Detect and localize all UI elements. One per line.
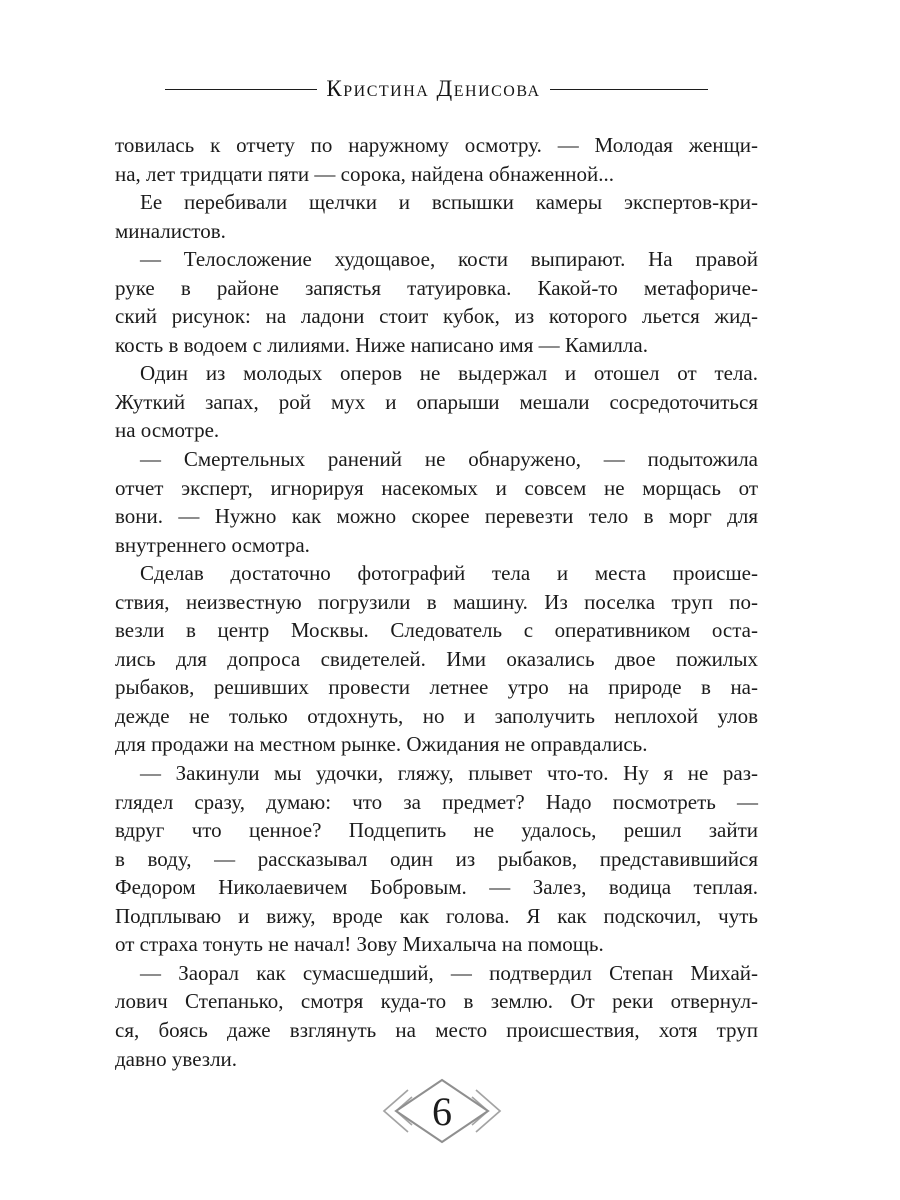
text-line: руке в районе запястья татуировка. Какой-то метафориче- <box>115 275 758 300</box>
text-line: — Заорал как сумасшедший, — подтвердил Степан Михай- <box>140 960 758 985</box>
page-number-ornament <box>372 1071 512 1151</box>
text-line: для продажи на местном рынке. Ожидания не оправдались. <box>115 732 648 757</box>
paragraph <box>115 245 758 359</box>
text-line: товилась к отчету по наружному осмотру. — Молодая женщи- <box>115 133 758 157</box>
text-line: от страха тонуть не начал! Зову Михалыча на помощь. <box>115 932 604 957</box>
text-line: ся, боясь даже взглянуть на место происшествия, хотя труп <box>115 1017 758 1042</box>
text-line: давно увезли. <box>115 1046 238 1071</box>
header-rule-right <box>550 89 708 90</box>
text-line: на осмотре. <box>115 418 220 443</box>
text-line: Один из молодых оперов не выдержал и отошел от тела. <box>140 361 758 386</box>
text-line: — Телосложение худощавое, кости выпирают. На правой <box>140 247 758 272</box>
text-line: кость в водоем с лилиями. Ниже написано имя — Камилла. <box>115 332 648 357</box>
header-rule-left <box>165 89 317 90</box>
text-line: Подплываю и вижу, вроде как голова. Я как подскочил, чуть <box>115 903 758 928</box>
text-line: Ее перебивали щелчки и вспышки камеры экспертов-кри- <box>140 190 758 215</box>
page-number: 6 <box>432 1089 452 1134</box>
text-line: ствия, неизвестную погрузили в машину. Из поселка труп по- <box>115 589 758 614</box>
running-head-author: Кристина Денисова <box>326 76 541 101</box>
text-line: Федором Николаевичем Бобровым. — Залез, водица теплая. <box>115 875 758 900</box>
text-line: на, лет тридцати пяти — сорока, найдена обнаженной... <box>115 161 615 186</box>
text-line: миналистов. <box>115 218 226 243</box>
paragraph <box>115 188 758 245</box>
text-line: дежде не только отдохнуть, но и заполучить неплохой улов <box>115 703 758 728</box>
paragraph <box>115 959 758 1073</box>
paragraph <box>115 759 758 959</box>
text-line: Сделав достаточно фотографий тела и места происше- <box>140 561 758 586</box>
text-line: внутреннего осмотра. <box>115 532 310 557</box>
text-line: рыбаков, решивших провести летнее утро на природе в на- <box>115 675 758 700</box>
page-text <box>115 131 758 1073</box>
running-head <box>115 72 758 106</box>
text-line: везли в центр Москвы. Следователь с оперативником оста- <box>115 618 758 643</box>
text-line: лович Степанько, смотря куда-то в землю. От реки отвернул- <box>115 989 758 1014</box>
text-line: глядел сразу, думаю: что за предмет? Надо посмотреть — <box>115 789 758 814</box>
text-line: Жуткий запах, рой мух и опарыши мешали сосредоточиться <box>115 389 758 414</box>
text-line: — Закинули мы удочки, гляжу, плывет что-то. Ну я не раз- <box>140 761 758 786</box>
text-line: отчет эксперт, игнорируя насекомых и совсем не морщась от <box>115 475 758 500</box>
paragraph <box>115 445 758 559</box>
text-line: вдруг что ценное? Подцепить не удалось, решил зайти <box>115 818 758 843</box>
paragraph <box>115 131 758 188</box>
text-line: ский рисунок: на ладони стоит кубок, из которого льется жид- <box>115 304 758 329</box>
paragraph <box>115 359 758 445</box>
text-line: лись для допроса свидетелей. Ими оказались двое пожилых <box>115 646 758 671</box>
paragraph <box>115 559 758 759</box>
text-line: в воду, — рассказывал один из рыбаков, представившийся <box>115 846 758 871</box>
text-line: — Смертельных ранений не обнаружено, — подытожила <box>140 447 758 472</box>
text-line: вони. — Нужно как можно скорее перевезти тело в морг для <box>115 504 758 529</box>
